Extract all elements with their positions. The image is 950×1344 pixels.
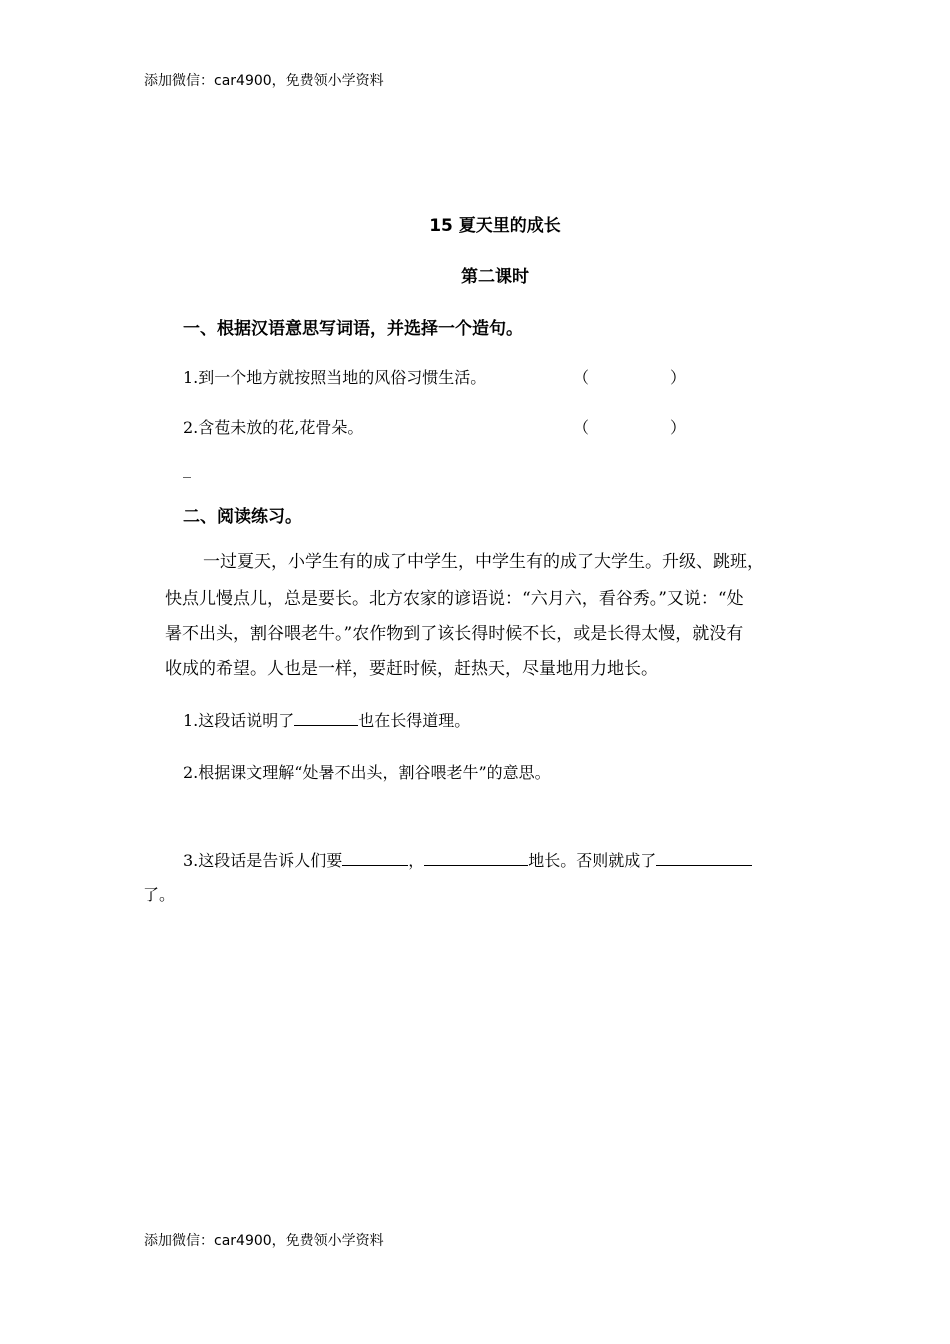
passage-line-2: 快点儿慢点儿，总是要长。北方农家的谚语说：“六月六，看谷秀。”又说：“处 <box>165 589 744 609</box>
s1-item-2-open-paren: （ <box>573 418 590 437</box>
s2-q3-part1: 3.这段话是告诉人们要 <box>183 851 343 870</box>
s1-item-1-close-paren: ） <box>670 368 687 387</box>
s1-answer-mark: _ <box>183 459 191 478</box>
passage-line-3: 暑不出头，割谷喂老牛。”农作物到了该长得时候不长，或是长得太慢，就没有 <box>165 624 744 644</box>
s2-q3-part2: 地长。否则就成了 <box>528 851 657 870</box>
s2-q3-sep: ， <box>408 851 425 870</box>
s1-item-2-close-paren: ） <box>670 418 687 437</box>
s2-q3-end: 了。 <box>143 885 176 904</box>
header-watermark: 添加微信：car4900，免费领小学资料 <box>144 73 384 89</box>
section-1-heading: 一、根据汉语意思写词语，并选择一个造句。 <box>183 319 523 339</box>
page-title: 15 夏天里的成长 <box>429 216 561 236</box>
s2-q3-blank-2[interactable] <box>424 849 528 866</box>
s1-item-1-open-paren: （ <box>573 368 590 387</box>
s2-q3-blank-1[interactable] <box>342 849 408 866</box>
section-2-heading: 二、阅读练习。 <box>183 507 302 527</box>
s2-question-1 <box>183 708 470 731</box>
passage-line-1: 一过夏天，小学生有的成了中学生，中学生有的成了大学生。升级、跳班， <box>203 552 764 572</box>
s1-item-1-text: 1.到一个地方就按照当地的风俗习惯生活。 <box>183 368 487 387</box>
s1-item-2-text: 2.含苞未放的花,花骨朵。 <box>183 418 364 437</box>
s2-q1-blank[interactable] <box>294 709 358 726</box>
page-subtitle: 第二课时 <box>461 267 529 287</box>
s1-item-2 <box>183 415 363 438</box>
s2-question-3 <box>183 848 752 871</box>
passage-line-4: 收成的希望。人也是一样，要赶时候，赶热天，尽量地用力地长。 <box>165 659 658 679</box>
s2-question-2: 2.根据课文理解“处暑不出头，割谷喂老牛”的意思。 <box>183 763 551 782</box>
s1-item-1 <box>183 365 486 388</box>
s2-q1-before: 1.这段话说明了 <box>183 711 295 730</box>
s2-q1-after: 也在长得道理。 <box>358 711 471 730</box>
footer-watermark: 添加微信：car4900，免费领小学资料 <box>144 1233 384 1249</box>
s2-q3-blank-3[interactable] <box>656 849 752 866</box>
